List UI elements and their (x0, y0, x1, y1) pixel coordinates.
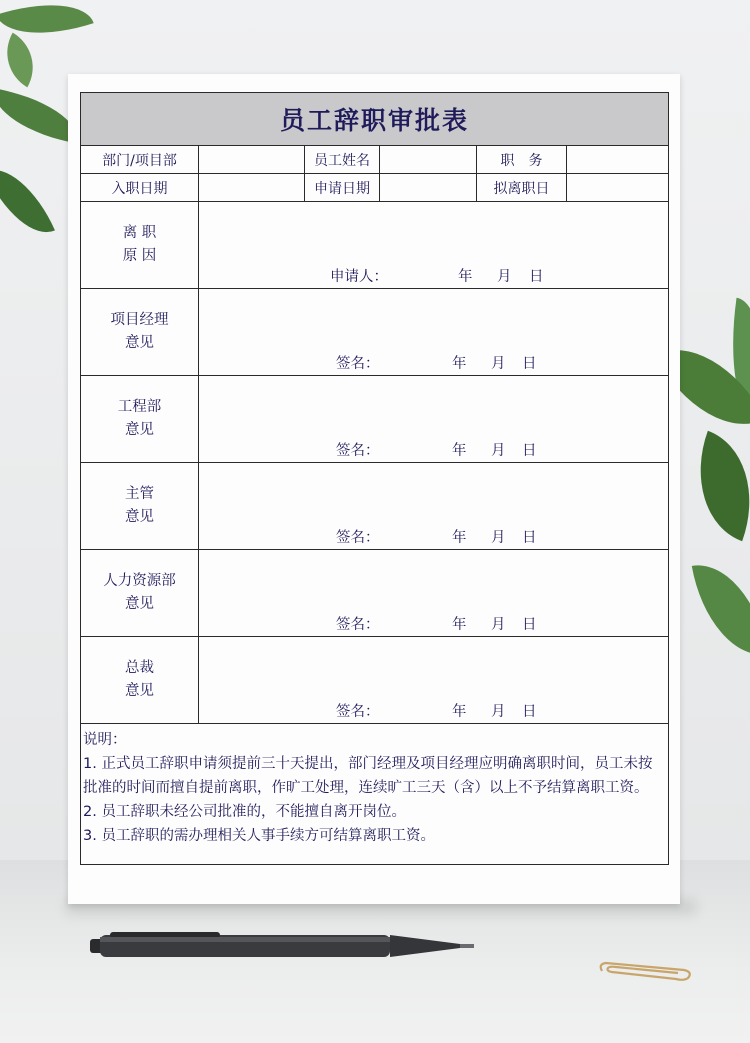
leave-date-field[interactable] (567, 174, 669, 202)
section-label-line: 总裁 (125, 660, 154, 676)
year-label: 年 (452, 617, 467, 633)
year-label: 年 (452, 356, 467, 372)
year-label: 年 (452, 443, 467, 459)
month-label: 月 (491, 617, 506, 633)
section-input-area[interactable] (199, 463, 669, 550)
signature-label: 签名： (336, 356, 380, 372)
note-item: 2. 员工辞职未经公司批准的，不能擅自离开岗位。 (83, 804, 406, 820)
pen (90, 931, 475, 961)
year-label: 年 (458, 269, 473, 285)
section-label-line: 离 职 (122, 225, 157, 241)
section-label-line: 原 因 (122, 248, 157, 264)
month-label: 月 (497, 269, 512, 285)
info-row (81, 146, 669, 174)
department-field[interactable] (199, 146, 305, 174)
position-label: 职 务 (477, 146, 567, 174)
leave-date-label: 拟离职日 (477, 174, 567, 202)
notes-heading: 说明： (83, 732, 127, 748)
section-label (81, 550, 199, 637)
month-label: 月 (491, 530, 506, 546)
signature-label: 签名： (336, 530, 380, 546)
section-label (81, 376, 199, 463)
section-row (81, 289, 669, 376)
day-label: 日 (522, 617, 537, 633)
day-label: 日 (522, 356, 537, 372)
hire-date-label: 入职日期 (81, 174, 199, 202)
day-label: 日 (522, 704, 537, 720)
section-label-line: 意见 (125, 596, 154, 612)
section-label-line: 人力资源部 (103, 573, 176, 589)
employee-name-label: 员工姓名 (305, 146, 380, 174)
day-label: 日 (522, 443, 537, 459)
section-input-area[interactable] (199, 289, 669, 376)
apply-date-field[interactable] (380, 174, 477, 202)
month-label: 月 (491, 704, 506, 720)
paperclip (596, 960, 696, 982)
note-item: 3. 员工辞职的需办理相关人事手续方可结算离职工资。 (83, 828, 435, 844)
signature-label: 签名： (336, 443, 380, 459)
note-item: 1. 正式员工辞职申请须提前三十天提出，部门经理及项目经理应明确离职时间，员工未按批准的时间而擅自提前离职，作旷工处理，连续旷工三天（含）以上不予结算离职工资。 (83, 756, 653, 796)
section-row (81, 202, 669, 289)
section-row (81, 637, 669, 724)
notes-section (81, 724, 669, 865)
section-input-area[interactable] (199, 376, 669, 463)
signature-label: 签名： (336, 617, 380, 633)
section-label (81, 202, 199, 289)
section-input-area[interactable] (199, 637, 669, 724)
section-label (81, 637, 199, 724)
signature-label: 申请人： (330, 269, 388, 285)
apply-date-label: 申请日期 (305, 174, 380, 202)
month-label: 月 (491, 443, 506, 459)
section-label-line: 工程部 (117, 399, 162, 415)
year-label: 年 (452, 704, 467, 720)
section-label-line: 意见 (125, 683, 154, 699)
position-field[interactable] (567, 146, 669, 174)
form-title: 员工辞职审批表 (81, 93, 669, 146)
department-label: 部门/项目部 (81, 146, 199, 174)
day-label: 日 (529, 269, 544, 285)
signature-label: 签名： (336, 704, 380, 720)
day-label: 日 (522, 530, 537, 546)
section-label-line: 意见 (125, 335, 154, 351)
employee-name-field[interactable] (380, 146, 477, 174)
section-label-line: 主管 (125, 486, 154, 502)
section-label (81, 289, 199, 376)
section-row (81, 550, 669, 637)
section-row (81, 463, 669, 550)
info-row (81, 174, 669, 202)
section-label-line: 意见 (125, 422, 154, 438)
month-label: 月 (491, 356, 506, 372)
section-label-line: 意见 (125, 509, 154, 525)
section-input-area[interactable] (199, 550, 669, 637)
year-label: 年 (452, 530, 467, 546)
section-label-line: 项目经理 (110, 312, 169, 328)
section-label (81, 463, 199, 550)
hire-date-field[interactable] (199, 174, 305, 202)
resignation-form (80, 92, 669, 865)
section-input-area[interactable] (199, 202, 669, 289)
section-row (81, 376, 669, 463)
